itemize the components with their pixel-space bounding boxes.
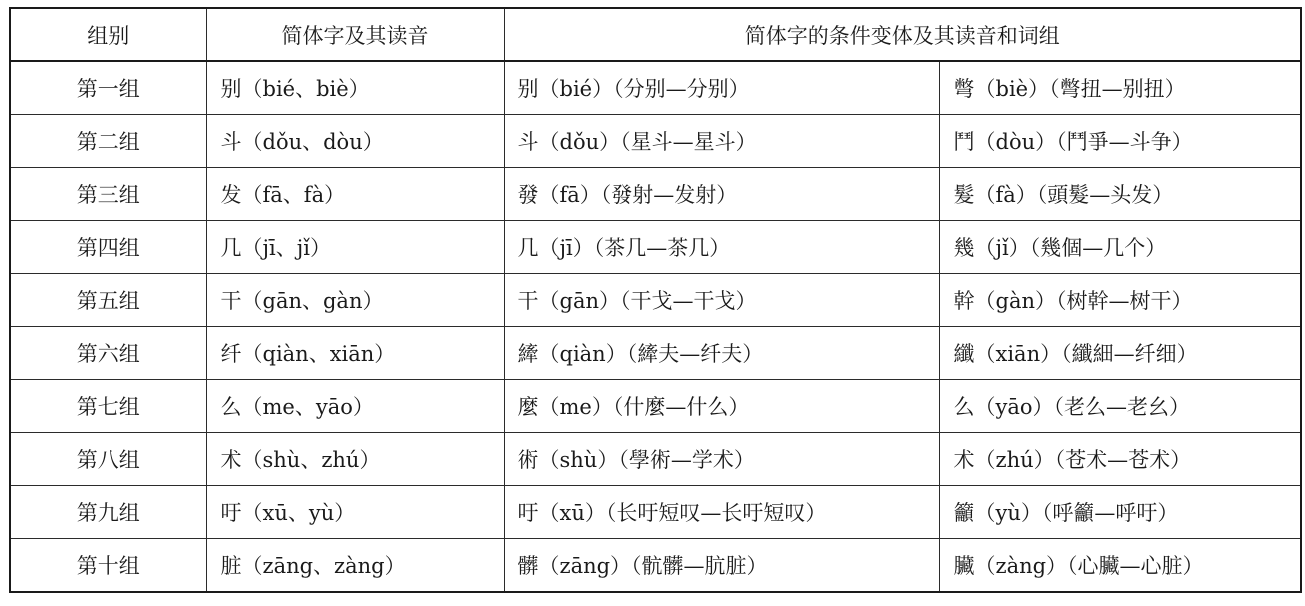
variant-b-cell: 彆（biè）（彆扭—别扭） xyxy=(939,61,1301,115)
variant-a-cell: 縴（qiàn）（縴夫—纤夫） xyxy=(504,327,939,380)
variant-a-cell: 術（shù）（學術—学术） xyxy=(504,433,939,486)
variant-b-cell: 幹（gàn）（树幹—树干） xyxy=(939,274,1301,327)
table-row xyxy=(10,433,1301,486)
variant-a-cell: 發（fā）（發射—发射） xyxy=(504,168,939,221)
variant-b-cell: 纖（xiān）（纖細—纤细） xyxy=(939,327,1301,380)
variant-a-cell: 麼（me）（什麼—什么） xyxy=(504,380,939,433)
variant-b-cell: 臟（zàng）（心臟—心脏） xyxy=(939,539,1301,593)
variant-a-cell: 干（gān）（干戈—干戈） xyxy=(504,274,939,327)
group-cell: 第四组 xyxy=(10,221,206,274)
table-row xyxy=(10,115,1301,168)
table-row xyxy=(10,539,1301,593)
character-variants-table-container xyxy=(9,7,1300,593)
table-row xyxy=(10,486,1301,539)
table-row xyxy=(10,274,1301,327)
group-cell: 第七组 xyxy=(10,380,206,433)
variant-b-cell: 籲（yù）（呼籲—呼吁） xyxy=(939,486,1301,539)
simplified-cell: 纤（qiàn、xiān） xyxy=(206,327,504,380)
table-row xyxy=(10,168,1301,221)
group-cell: 第三组 xyxy=(10,168,206,221)
variant-a-cell: 髒（zāng）（骯髒—肮脏） xyxy=(504,539,939,593)
simplified-cell: 几（jī、jǐ） xyxy=(206,221,504,274)
variant-b-cell: 么（yāo）（老么—老幺） xyxy=(939,380,1301,433)
variant-a-cell: 斗（dǒu）（星斗—星斗） xyxy=(504,115,939,168)
header-group: 组别 xyxy=(10,8,206,61)
group-cell: 第一组 xyxy=(10,61,206,115)
group-cell: 第六组 xyxy=(10,327,206,380)
group-cell: 第八组 xyxy=(10,433,206,486)
variant-a-cell: 别（bié）（分别—分别） xyxy=(504,61,939,115)
variant-b-cell: 髮（fà）（頭髮—头发） xyxy=(939,168,1301,221)
simplified-cell: 别（bié、biè） xyxy=(206,61,504,115)
character-variants-table xyxy=(9,7,1302,593)
variant-b-cell: 幾（jǐ）（幾個—几个） xyxy=(939,221,1301,274)
simplified-cell: 吁（xū、yù） xyxy=(206,486,504,539)
group-cell: 第十组 xyxy=(10,539,206,593)
variant-a-cell: 吁（xū）（长吁短叹—长吁短叹） xyxy=(504,486,939,539)
table-header-row xyxy=(10,8,1301,61)
table-row xyxy=(10,221,1301,274)
simplified-cell: 么（me、yāo） xyxy=(206,380,504,433)
group-cell: 第二组 xyxy=(10,115,206,168)
simplified-cell: 干（gān、gàn） xyxy=(206,274,504,327)
simplified-cell: 术（shù、zhú） xyxy=(206,433,504,486)
header-simplified: 简体字及其读音 xyxy=(206,8,504,61)
header-variants: 简体字的条件变体及其读音和词组 xyxy=(504,8,1301,61)
simplified-cell: 发（fā、fà） xyxy=(206,168,504,221)
simplified-cell: 斗（dǒu、dòu） xyxy=(206,115,504,168)
group-cell: 第九组 xyxy=(10,486,206,539)
simplified-cell: 脏（zāng、zàng） xyxy=(206,539,504,593)
group-cell: 第五组 xyxy=(10,274,206,327)
variant-a-cell: 几（jī）（茶几—茶几） xyxy=(504,221,939,274)
variant-b-cell: 术（zhú）（苍术—苍术） xyxy=(939,433,1301,486)
variant-b-cell: 鬥（dòu）（鬥爭—斗争） xyxy=(939,115,1301,168)
table-row xyxy=(10,327,1301,380)
table-row xyxy=(10,61,1301,115)
table-row xyxy=(10,380,1301,433)
